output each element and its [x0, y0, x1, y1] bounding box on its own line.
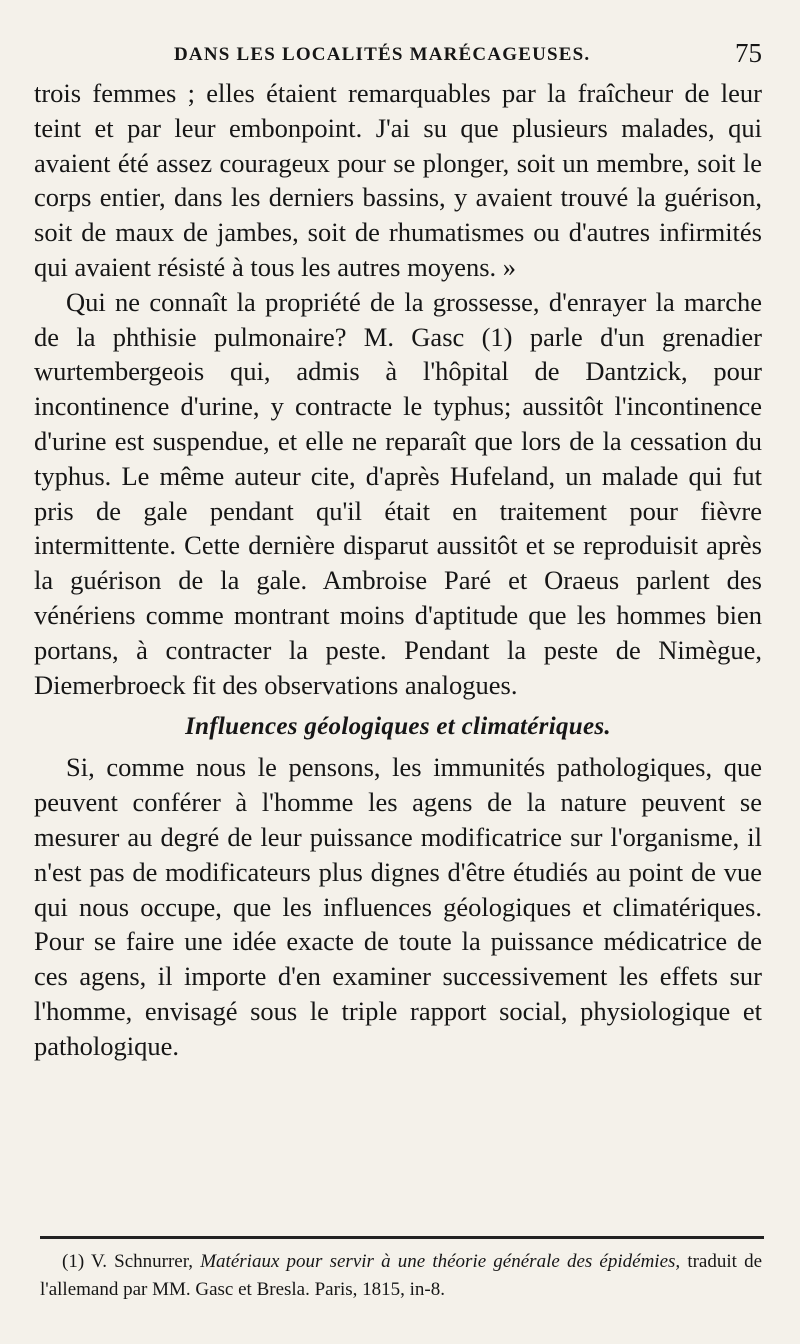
footnote — [40, 1248, 762, 1304]
body-text — [34, 76, 762, 1064]
paragraph-grossesse: Qui ne connaît la propriété de la grossesse, d'enrayer la marche de la phthisie pulmonaire? M. Gasc (1) parle d'un grenadier wurtembergeois qui, admis à l'hôpital de Dantzick, pour incontinence d'urine, y contracte le typhus; aussitôt l'incontinence d'urine est suspendue, et elle ne reparaît que lors de la cessation du typhus. Le même auteur cite, d'après Hufeland, un malade qui fut pris de gale pendant qu'il était en traitement pour fièvre intermittente. Cette dernière disparut aussitôt et se reproduisit après la guérison de la gale. Ambroise Paré et Oraeus parlent des vénériens comme montrant moins d'aptitude que les hommes bien portans, à contracter la peste. Pendant la peste de Nimègue, Diemerbroeck fit des observations analogues. — [34, 286, 762, 700]
section-heading: Influences géologiques et climatériques. — [185, 713, 611, 741]
running-title: DANS LES LOCALITÉS MARÉCAGEUSES. — [174, 44, 591, 65]
paragraph-continued: trois femmes ; elles étaient remarquables par la fraîcheur de leur teint et par leur embonpoint. J'ai su que plusieurs malades, qui avaient été assez courageux pour se plonger, soit un membre, soit le corps entier, dans les derniers bassins, y avaient trouvé la guérison, soit de maux de jambes, soit de rhumatismes ou d'autres infirmités qui avaient résisté à tous les autres moyens. » — [34, 78, 762, 282]
running-head — [34, 38, 766, 74]
footnote-rule — [40, 1236, 764, 1239]
footnote-rest: traduit de l'allemand par MM. Gasc et Bresla. Paris, 1815, in-8. — [40, 1251, 763, 1300]
page-number: 75 — [735, 38, 762, 68]
paragraph-influences: Si, comme nous le pensons, les immunités pathologiques, que peuvent conférer à l'homme les agens de la nature peuvent se mesurer au degré de leur puissance modificatrice sur l'organisme, il n'est pas de modificateurs plus dignes d'être étudiés au point de vue qui nous occupe, que les influences géologiques et climatériques. Pour se faire une idée exacte de toute la puissance médicatrice de ces agens, il importe d'en examiner successivement les effets sur l'homme, envisagé sous le triple rapport social, physiologique et pathologique. — [34, 752, 762, 1061]
footnote-title: Matériaux pour servir à une théorie générale des épidémies, — [200, 1251, 681, 1272]
footnote-marker: (1) V. Schnurrer, — [62, 1251, 194, 1272]
